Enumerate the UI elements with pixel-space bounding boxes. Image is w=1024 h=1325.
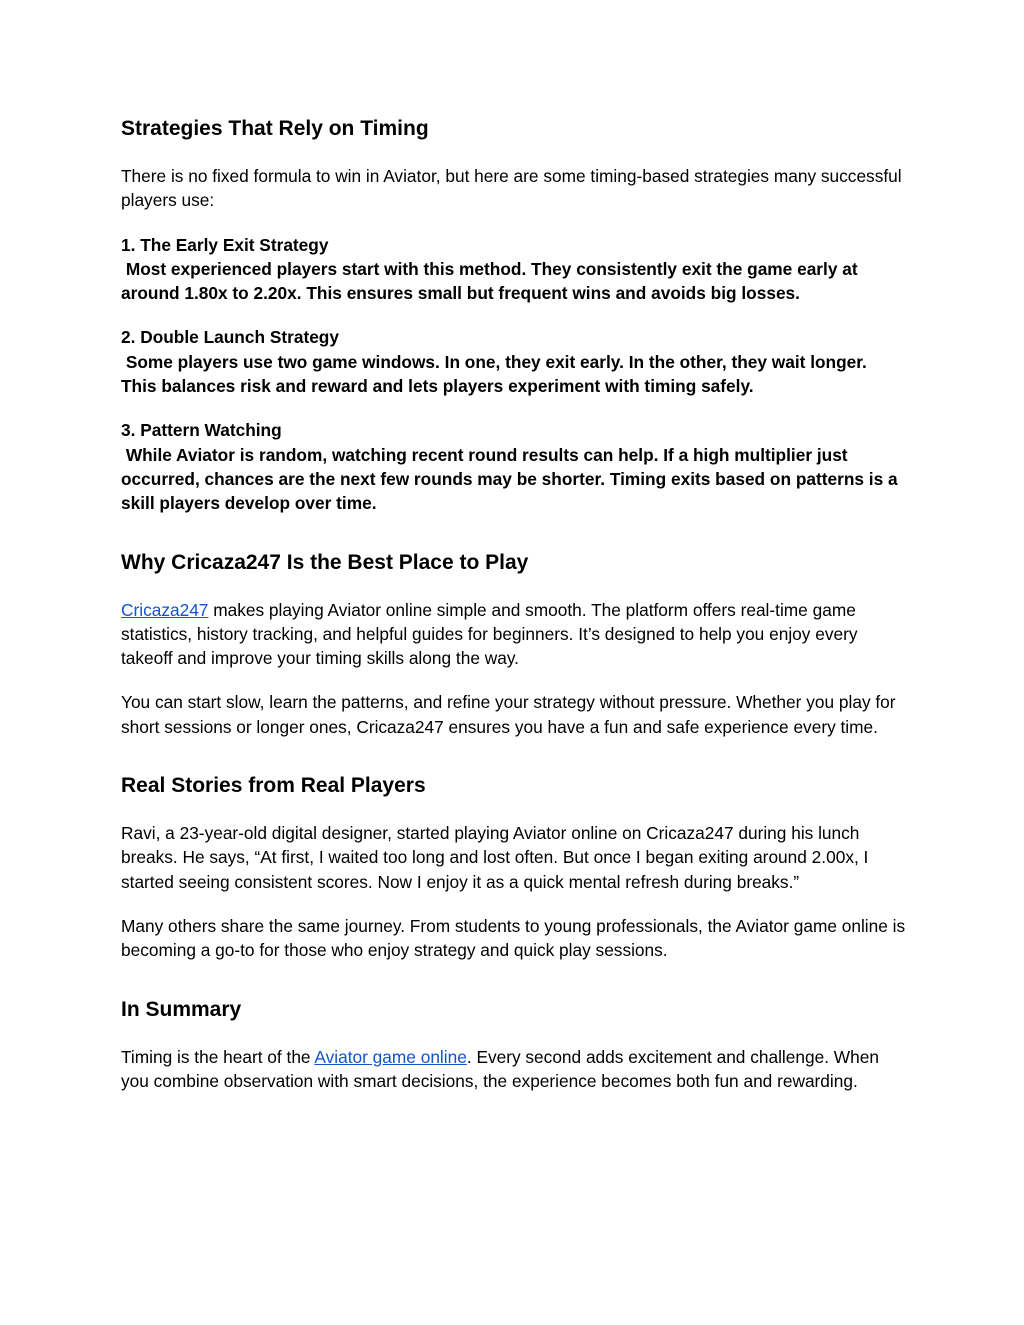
summary-text-before: Timing is the heart of the (121, 1046, 315, 1067)
stories-paragraph-2: Many others share the same journey. From students to young professionals, the Aviator game online is becoming a go-to for those who enjoy strategy and quick play sessions. (121, 915, 906, 961)
summary-paragraph (121, 1045, 906, 1094)
section-heading-stories: Real Stories from Real Players (121, 774, 426, 798)
strategy-body: Some players use two game windows. In one, they exit early. In the other, they wait longer. This balances risk and reward and lets players experiment with timing safely. (121, 351, 872, 397)
document-page (121, 116, 906, 1093)
strategy-body: While Aviator is random, watching recent round results can help. If a high multiplier just occurred, chances are the next few rounds may be shorter. Timing exits based on patterns is a skill players develop over time. (121, 444, 903, 514)
cricaza247-link[interactable]: Cricaza247 (121, 599, 209, 620)
why-paragraph-1-text: makes playing Aviator online simple and smooth. The platform offers real-time game statistics, history tracking, and helpful guides for beginners. It’s designed to help you enjoy every takeoff and improve your timing skills along the way. (121, 599, 858, 669)
section-heading-summary: In Summary (121, 997, 242, 1021)
strategy-item-pattern-watching (121, 418, 906, 515)
aviator-game-online-link[interactable]: Aviator game online (314, 1046, 467, 1067)
strategy-title: 1. The Early Exit Strategy (121, 234, 329, 255)
strategy-item-double-launch (121, 325, 906, 398)
summary-text-after: . Every second adds excitement and challenge. When you combine observation with smart decisions, the experience becomes both fun and rewarding. (121, 1046, 879, 1091)
stories-paragraph-1: Ravi, a 23-year-old digital designer, started playing Aviator online on Cricaza247 during his lunch breaks. He says, “At first, I waited too long and lost often. But once I began exiting around 2.00x, I started seeing consistent scores. Now I enjoy it as a quick mental refresh during breaks.” (121, 823, 869, 892)
why-paragraph-1 (121, 598, 906, 671)
strategy-title: 2. Double Launch Strategy (121, 327, 339, 348)
why-paragraph-2: You can start slow, learn the patterns, and refine your strategy without pressure. Whether you play for short sessions or longer ones, Cricaza247 ensures you have a fun and safe experience every time. (121, 692, 896, 737)
strategy-body: Most experienced players start with this method. They consistently exit the game early at around 1.80x to 2.20x. This ensures small but frequent wins and avoids big losses. (121, 258, 863, 304)
strategy-item-early-exit (121, 233, 906, 306)
section-heading-why: Why Cricaza247 Is the Best Place to Play (121, 550, 529, 574)
timing-intro: There is no fixed formula to win in Aviator, but here are some timing-based strategies many successful players use: (121, 166, 902, 211)
strategy-title: 3. Pattern Watching (121, 420, 282, 441)
section-heading-timing: Strategies That Rely on Timing (121, 117, 429, 140)
